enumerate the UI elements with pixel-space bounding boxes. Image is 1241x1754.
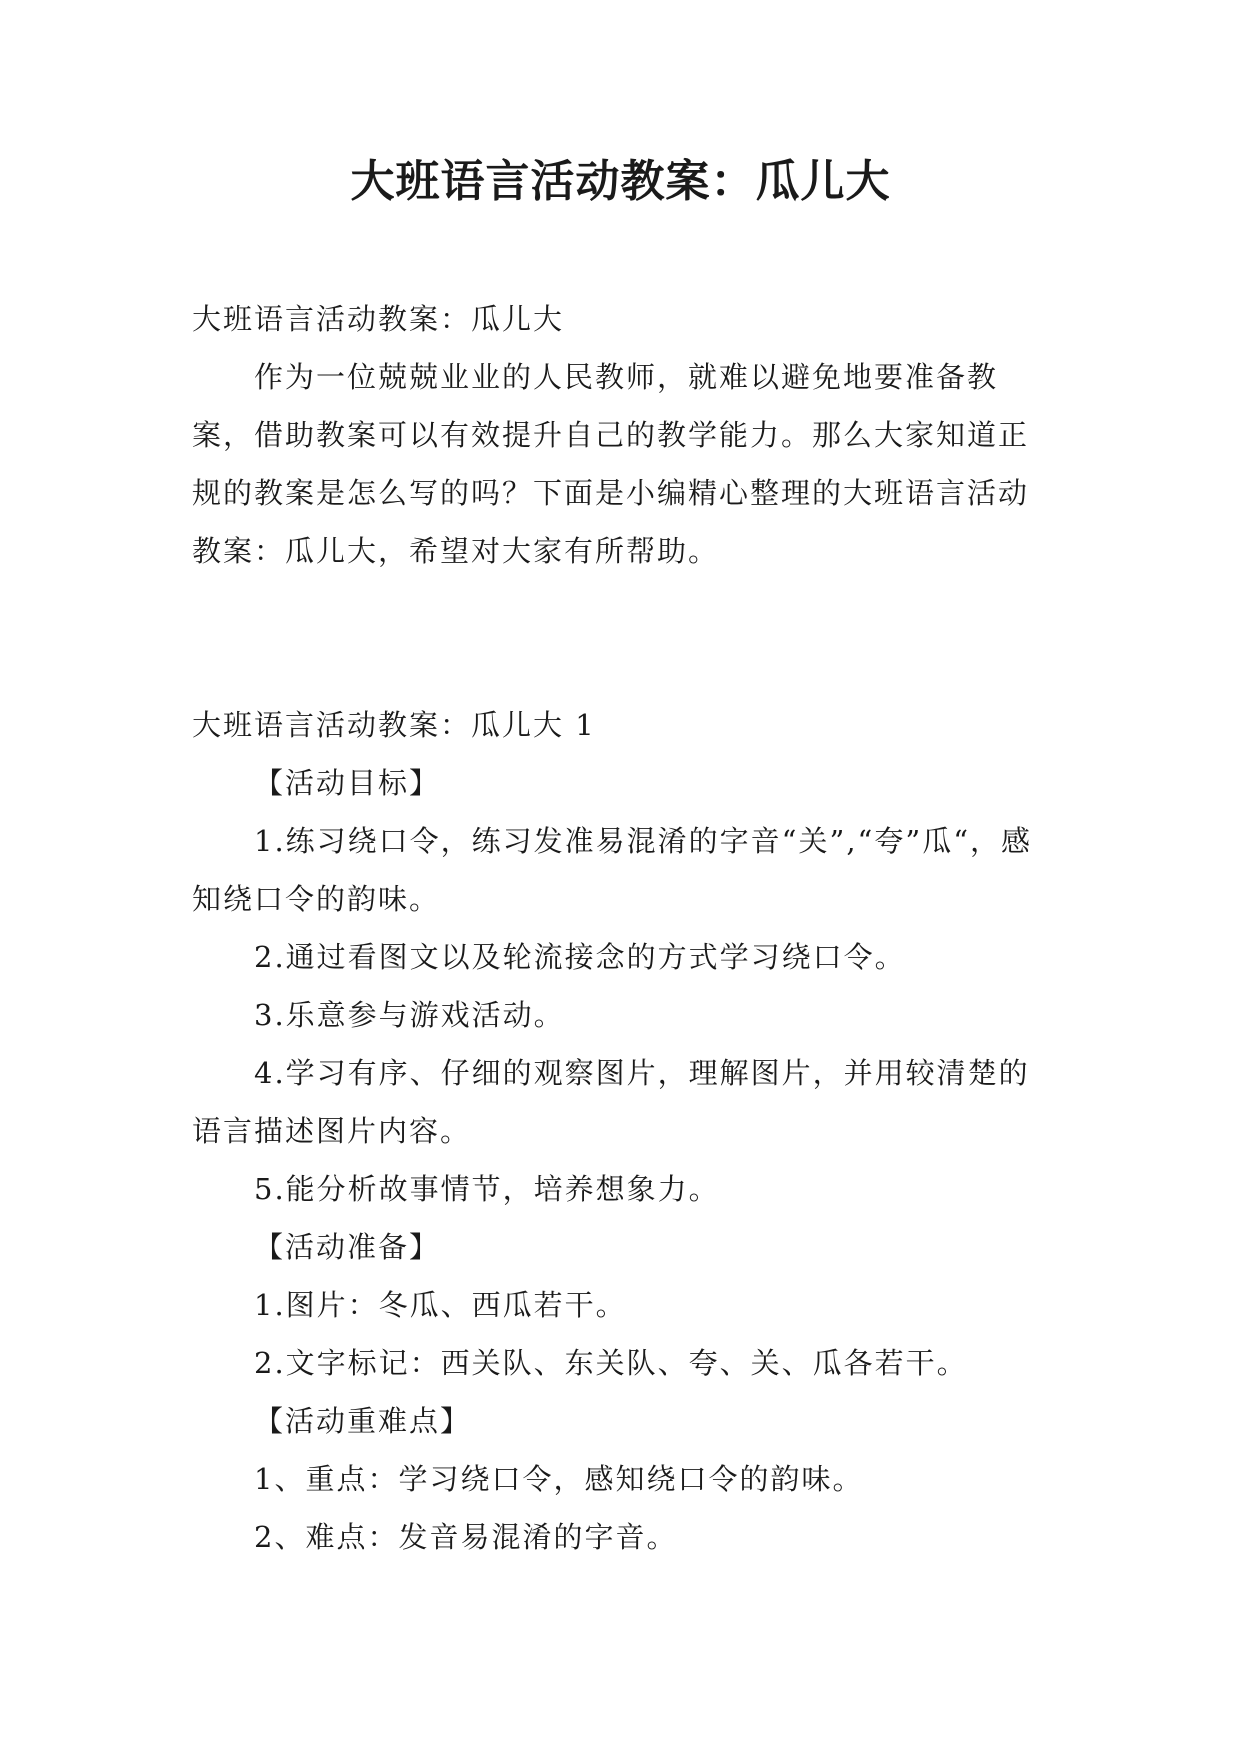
document-body [192,290,1054,1566]
key-item: 2、难点：发音易混淆的字音。 [254,1520,678,1554]
prep-item: 2.文字标记：西关队、东关队、夸、关、瓜各若干。 [254,1346,968,1380]
intro-heading: 大班语言活动教案：瓜儿大 [192,302,565,336]
goal-item: 4.学习有序、仔细的观察图片，理解图片，并用较清楚的语言描述图片内容。 [192,1056,1030,1148]
goals-heading: 【活动目标】 [254,766,441,800]
goal-item: 3.乐意参与游戏活动。 [254,998,565,1032]
key-item: 1、重点：学习绕口令，感知绕口令的韵味。 [254,1462,864,1496]
goal-item: 5.能分析故事情节，培养想象力。 [254,1172,720,1206]
key-heading: 【活动重难点】 [254,1404,472,1438]
document-title: 大班语言活动教案：瓜儿大 [350,156,891,207]
prep-item: 1.图片：冬瓜、西瓜若干。 [254,1288,627,1322]
goal-item: 2.通过看图文以及轮流接念的方式学习绕口令。 [254,940,906,974]
section-spacer [192,580,1054,696]
intro-paragraph: 作为一位兢兢业业的人民教师，就难以避免地要准备教案，借助教案可以有效提升自己的教学能力。那么大家知道正规的教案是怎么写的吗？下面是小编精心整理的大班语言活动教案：瓜儿大，希望对大家有所帮助。 [192,360,1030,568]
prep-heading: 【活动准备】 [254,1230,441,1264]
goal-item: 1.练习绕口令，练习发准易混淆的字音“关”,“夸”瓜“，感知绕口令的韵味。 [192,824,1033,916]
section-heading: 大班语言活动教案：瓜儿大 1 [192,708,596,742]
